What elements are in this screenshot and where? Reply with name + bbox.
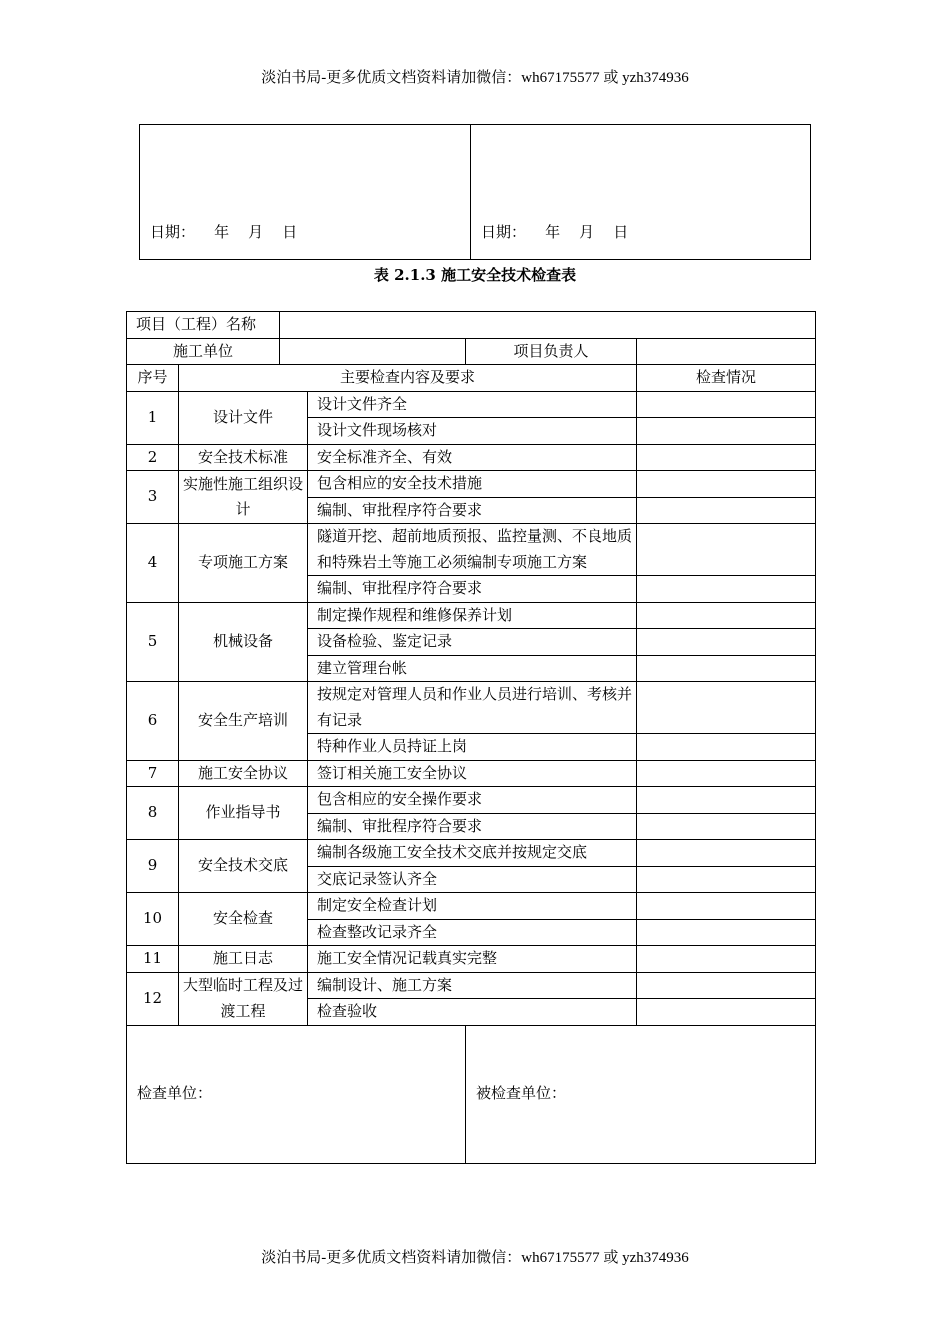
construction-unit-label: 施工单位 (127, 338, 280, 365)
item-requirement: 特种作业人员持证上岗 (308, 734, 637, 761)
project-leader-label: 项目负责人 (466, 338, 637, 365)
check-status-field[interactable] (637, 972, 816, 999)
col-header-content: 主要检查内容及要求 (179, 365, 637, 392)
check-item-row (127, 602, 816, 629)
item-requirement: 设计文件齐全 (308, 391, 637, 418)
project-name-field[interactable] (280, 312, 816, 339)
check-status-field[interactable] (637, 893, 816, 920)
item-requirement: 交底记录签认齐全 (308, 866, 637, 893)
project-name-label: 项目（工程）名称 (127, 312, 280, 339)
check-status-field[interactable] (637, 946, 816, 973)
check-status-field[interactable] (637, 444, 816, 471)
check-status-field[interactable] (637, 524, 816, 576)
check-status-field[interactable] (637, 418, 816, 445)
check-status-field[interactable] (637, 391, 816, 418)
item-number: 2 (127, 444, 179, 471)
item-requirement: 编制、审批程序符合要求 (308, 497, 637, 524)
item-number: 10 (127, 893, 179, 946)
project-leader-field[interactable] (637, 338, 816, 365)
item-requirement: 按规定对管理人员和作业人员进行培训、考核并有记录 (308, 682, 637, 734)
item-name: 安全生产培训 (179, 682, 308, 761)
col-header-no: 序号 (127, 365, 179, 392)
check-item-row (127, 682, 816, 734)
item-number: 8 (127, 787, 179, 840)
item-number: 11 (127, 946, 179, 973)
item-name: 专项施工方案 (179, 524, 308, 603)
item-name: 大型临时工程及过渡工程 (179, 972, 308, 1025)
check-status-field[interactable] (637, 471, 816, 498)
item-requirement: 编制设计、施工方案 (308, 972, 637, 999)
check-status-field[interactable] (637, 629, 816, 656)
page-header: 淡泊书局-更多优质文档资料请加微信：wh67175577 或 yzh374936 (261, 70, 689, 86)
item-number: 6 (127, 682, 179, 761)
inspector-unit-label: 检查单位： (127, 1025, 466, 1163)
check-item-row (127, 946, 816, 973)
item-requirement: 施工安全情况记载真实完整 (308, 946, 637, 973)
item-requirement: 建立管理台帐 (308, 655, 637, 682)
item-requirement: 安全标准齐全、有效 (308, 444, 637, 471)
check-item-row (127, 972, 816, 999)
check-status-field[interactable] (637, 840, 816, 867)
item-number: 5 (127, 602, 179, 682)
signature-row (127, 1025, 816, 1163)
check-status-field[interactable] (637, 497, 816, 524)
item-requirement: 包含相应的安全操作要求 (308, 787, 637, 814)
check-item-row (127, 893, 816, 920)
item-number: 4 (127, 524, 179, 603)
item-requirement: 编制、审批程序符合要求 (308, 576, 637, 603)
check-item-row (127, 391, 816, 418)
item-requirement: 隧道开挖、超前地质预报、监控量测、不良地质和特殊岩土等施工必须编制专项施工方案 (308, 524, 637, 576)
page-footer: 淡泊书局-更多优质文档资料请加微信：wh67175577 或 yzh374936 (261, 1250, 689, 1266)
right-signature-cell (471, 125, 810, 259)
item-number: 7 (127, 760, 179, 787)
left-signature-cell (140, 125, 471, 259)
check-item-row (127, 840, 816, 867)
item-name: 施工安全协议 (179, 760, 308, 787)
item-name: 设计文件 (179, 391, 308, 444)
construction-unit-row (127, 338, 816, 365)
check-status-field[interactable] (637, 682, 816, 734)
item-name: 安全检查 (179, 893, 308, 946)
item-name: 施工日志 (179, 946, 308, 973)
column-header-row (127, 365, 816, 392)
construction-unit-field[interactable] (280, 338, 466, 365)
previous-signature-box (139, 124, 811, 260)
item-requirement: 检查整改记录齐全 (308, 919, 637, 946)
item-number: 9 (127, 840, 179, 893)
table-title: 表 2.1.3 施工安全技术检查表 (373, 266, 577, 284)
check-item-row (127, 787, 816, 814)
check-item-row (127, 471, 816, 498)
check-status-field[interactable] (637, 919, 816, 946)
check-status-field[interactable] (637, 576, 816, 603)
check-status-field[interactable] (637, 655, 816, 682)
item-number: 1 (127, 391, 179, 444)
check-status-field[interactable] (637, 999, 816, 1026)
left-date-label: 日期： 年 月 日 (150, 223, 298, 241)
check-status-field[interactable] (637, 813, 816, 840)
item-number: 3 (127, 471, 179, 524)
check-item-row (127, 760, 816, 787)
item-requirement: 制定安全检查计划 (308, 893, 637, 920)
check-status-field[interactable] (637, 602, 816, 629)
item-requirement: 设计文件现场核对 (308, 418, 637, 445)
col-header-status: 检查情况 (637, 365, 816, 392)
item-name: 安全技术交底 (179, 840, 308, 893)
check-status-field[interactable] (637, 866, 816, 893)
table-body (127, 312, 816, 1164)
check-item-row (127, 444, 816, 471)
inspected-unit-label: 被检查单位： (466, 1025, 816, 1163)
item-requirement: 编制各级施工安全技术交底并按规定交底 (308, 840, 637, 867)
safety-check-table (126, 311, 816, 1164)
right-date-label: 日期： 年 月 日 (481, 223, 629, 241)
item-name: 作业指导书 (179, 787, 308, 840)
item-number: 12 (127, 972, 179, 1025)
item-requirement: 检查验收 (308, 999, 637, 1026)
check-status-field[interactable] (637, 787, 816, 814)
item-name: 安全技术标准 (179, 444, 308, 471)
project-name-row (127, 312, 816, 339)
item-requirement: 编制、审批程序符合要求 (308, 813, 637, 840)
item-requirement: 制定操作规程和维修保养计划 (308, 602, 637, 629)
item-requirement: 包含相应的安全技术措施 (308, 471, 637, 498)
check-item-row (127, 524, 816, 576)
item-name: 机械设备 (179, 602, 308, 682)
check-status-field[interactable] (637, 760, 816, 787)
check-status-field[interactable] (637, 734, 816, 761)
item-name: 实施性施工组织设计 (179, 471, 308, 524)
item-requirement: 签订相关施工安全协议 (308, 760, 637, 787)
item-requirement: 设备检验、鉴定记录 (308, 629, 637, 656)
